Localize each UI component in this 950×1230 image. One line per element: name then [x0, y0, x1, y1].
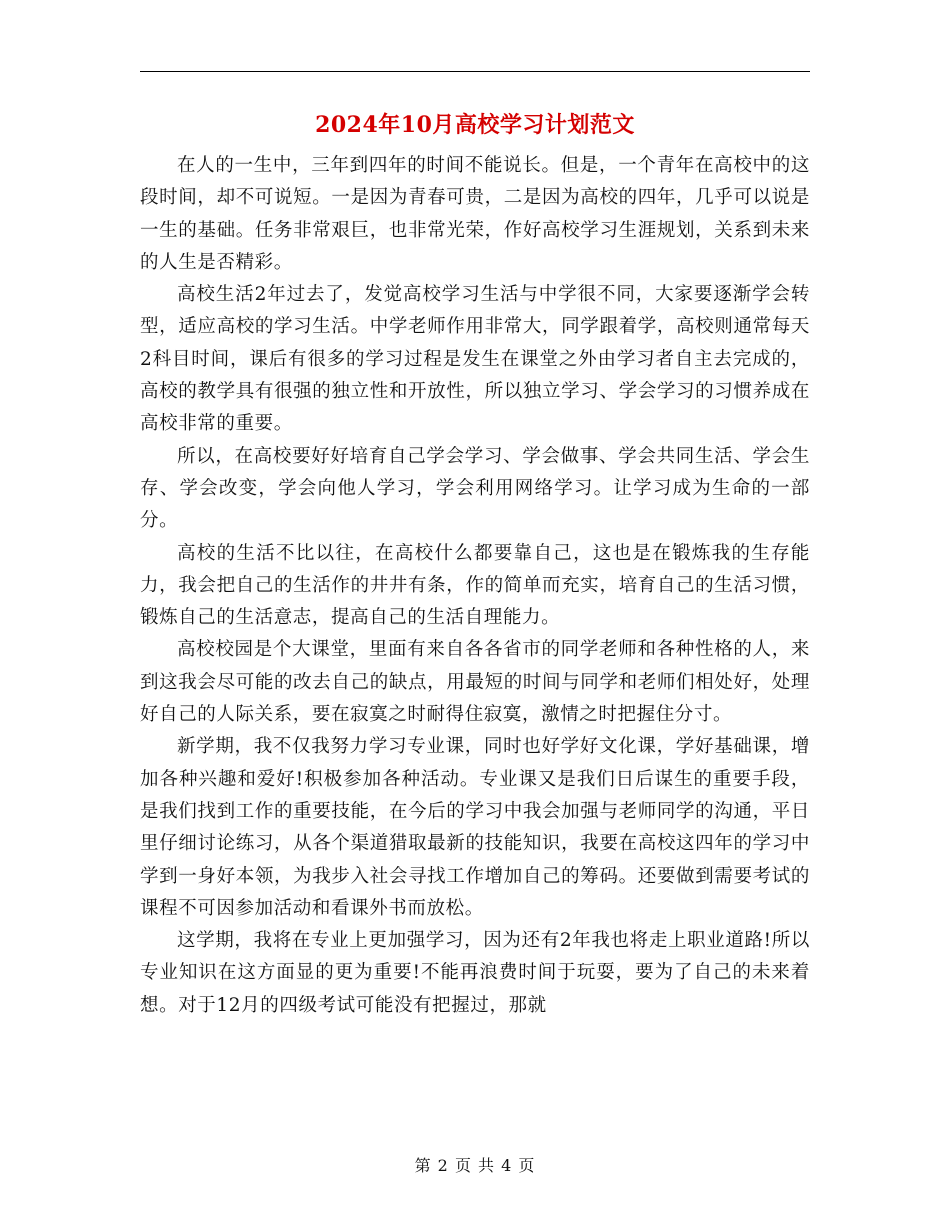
paragraph-5: 高校校园是个大课堂，里面有来自各各省市的同学老师和各种性格的人，来到这我会尽可能的改去自己的缺点，用最短的时间与同学和老师们相处好，处理好自己的人际关系，要在寂寞之时耐得住寂寞，激情之时把握住分寸。	[140, 639, 810, 726]
paragraph-1: 在人的一生中，三年到四年的时间不能说长。但是，一个青年在高校中的这段时间，却不可说短。一是因为青春可贵，二是因为高校的四年，几乎可以说是一生的基础。任务非常艰巨，也非常光荣，作好高校学习生涯规划，关系到未来的人生是否精彩。	[140, 155, 810, 273]
paragraph-3: 所以，在高校要好好培育自己学会学习、学会做事、学会共同生活、学会生存、学会改变，学会向他人学习，学会利用网络学习。让学习成为生命的一部分。	[140, 445, 810, 532]
paragraph-4: 高校的生活不比以往，在高校什么都要靠自己，这也是在锻炼我的生存能力，我会把自己的生活作的井井有条，作的简单而充实，培育自己的生活习惯，锻炼自己的生活意志，提高自己的生活自理能力。	[140, 542, 810, 629]
paragraph-6: 新学期，我不仅我努力学习专业课，同时也好学好文化课，学好基础课，增加各种兴趣和爱好!积极参加各种活动。专业课又是我们日后谋生的重要手段，是我们找到工作的重要技能，在今后的学习中我会加强与老师同学的沟通，平日里仔细讨论练习，从各个渠道猎取最新的技能知识，我要在高校这四年的学习中学到一身好本领，为我步入社会寻找工作增加自己的筹码。还要做到需要考试的课程不可因参加活动和看课外书而放松。	[140, 736, 810, 919]
header-rule	[140, 71, 810, 72]
paragraph-7: 这学期，我将在专业上更加强学习，因为还有2年我也将走上职业道路!所以专业知识在这方面显的更为重要!不能再浪费时间于玩耍，要为了自己的未来着想。对于12月的四级考试可能没有把握过，那就	[140, 930, 810, 1016]
document-body	[140, 150, 810, 1022]
paragraph-2: 高校生活2年过去了，发觉高校学习生活与中学很不同，大家要逐渐学会转型，适应高校的学习生活。中学老师作用非常大，同学跟着学，高校则通常每天 2科目时间，课后有很多的学习过程是发生在课堂之外由学习者自主去完成的，高校的教学具有很强的独立性和开放性，所以独立学习、学会学习的习惯养成在高校非常的重要。	[140, 284, 810, 435]
page-number: 第 2 页 共 4 页	[414, 1156, 536, 1175]
document-title: 2024年10月高校学习计划范文	[315, 112, 635, 138]
